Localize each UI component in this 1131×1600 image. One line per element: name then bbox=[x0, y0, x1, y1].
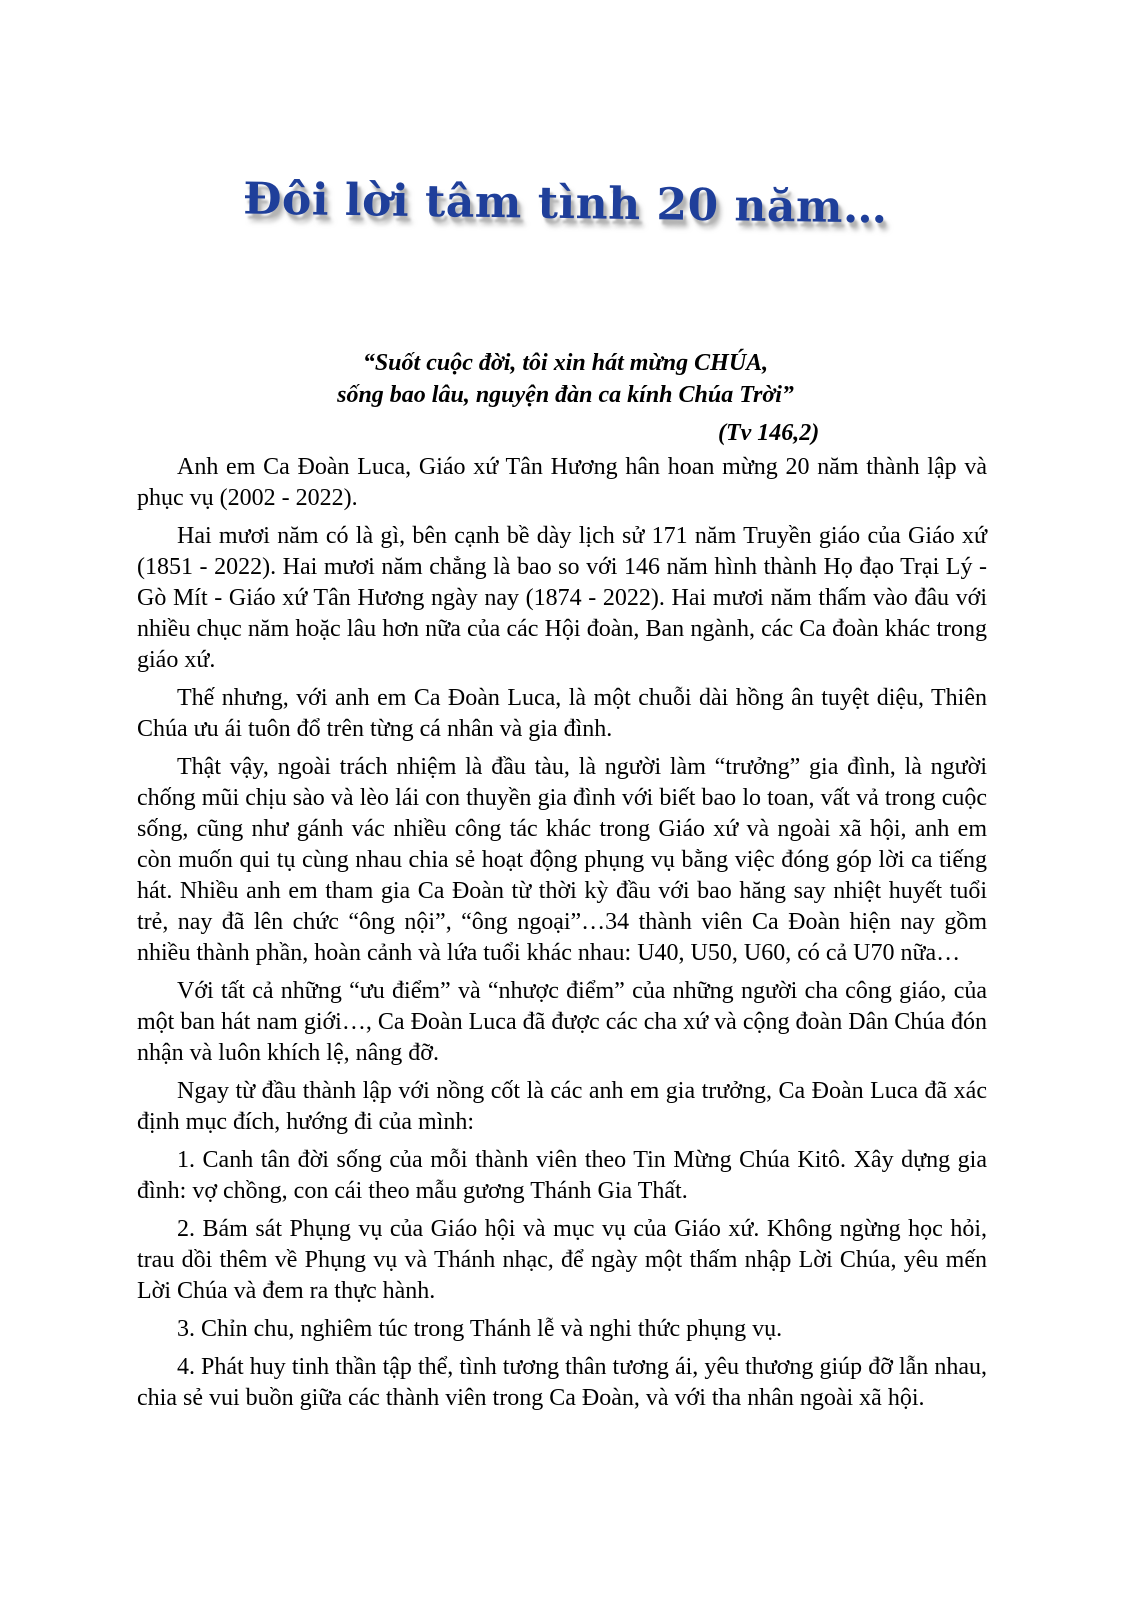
title-container bbox=[0, 173, 1131, 234]
list-item: 2. Bám sát Phụng vụ của Giáo hội và mục vụ của Giáo xứ. Không ngừng học hỏi, trau dồi thêm về Phụng vụ và Thánh nhạc, để ngày một thấm nhập Lời Chúa, yêu mến Lời Chúa và đem ra thực hành. bbox=[137, 1216, 987, 1304]
paragraph: Anh em Ca Đoàn Luca, Giáo xứ Tân Hương hân hoan mừng 20 năm thành lập và phục vụ (2002 - 2022). bbox=[137, 454, 987, 511]
epigraph-reference: (Tv 146,2) bbox=[718, 420, 820, 446]
body-text bbox=[137, 452, 987, 1421]
page-title: Đôi lời tâm tình 20 năm… bbox=[242, 173, 889, 234]
list-item: 4. Phát huy tinh thần tập thể, tình tương thân tương ái, yêu thương giúp đỡ lẫn nhau, chia sẻ vui buồn giữa các thành viên trong Ca Đoàn, và với tha nhân ngoài xã hội. bbox=[137, 1354, 987, 1411]
epigraph-line: sống bao lâu, nguyện đàn ca kính Chúa Trời” bbox=[337, 382, 794, 408]
paragraph: Hai mươi năm có là gì, bên cạnh bề dày lịch sử 171 năm Truyền giáo của Giáo xứ (1851 - 2022). Hai mươi năm chẳng là bao so với 146 năm hình thành Họ đạo Trại Lý - Gò Mít - Giáo xứ Tân Hương ngày nay (1874 - 2022). Hai mươi năm thấm vào đâu với nhiều chục năm hoặc lâu hơn nữa của các Hội đoàn, Ban ngành, các Ca đoàn khác trong giáo xứ. bbox=[137, 523, 987, 673]
epigraph-line: “Suốt cuộc đời, tôi xin hát mừng CHÚA, bbox=[362, 350, 769, 376]
paragraph: Thế nhưng, với anh em Ca Đoàn Luca, là một chuỗi dài hồng ân tuyệt diệu, Thiên Chúa ưu ái tuôn đổ trên từng cá nhân và gia đình. bbox=[137, 685, 987, 742]
epigraph bbox=[0, 347, 1131, 411]
paragraph: Thật vậy, ngoài trách nhiệm là đầu tàu, là người làm “trưởng” gia đình, là người chống mũi chịu sào và lèo lái con thuyền gia đình với biết bao lo toan, vất vả trong cuộc sống, cũng như gánh vác nhiều công tác khác trong Giáo xứ và ngoài xã hội, anh em còn muốn qui tụ cùng nhau chia sẻ hoạt động phụng vụ bằng việc đóng góp lời ca tiếng hát. Nhiều anh em tham gia Ca Đoàn từ thời kỳ đầu với bao hăng say nhiệt huyết tuổi trẻ, nay đã lên chức “ông nội”, “ông ngoại”…34 thành viên Ca Đoàn hiện nay gồm nhiều thành phần, hoàn cảnh và lứa tuổi khác nhau: U40, U50, U60, có cả U70 nữa… bbox=[137, 754, 987, 966]
list-item: 1. Canh tân đời sống của mỗi thành viên theo Tin Mừng Chúa Kitô. Xây dựng gia đình: vợ chồng, con cái theo mẫu gương Thánh Gia Thất. bbox=[137, 1147, 987, 1204]
paragraph: Với tất cả những “ưu điểm” và “nhược điểm” của những người cha công giáo, của một ban hát nam giới…, Ca Đoàn Luca đã được các cha xứ và cộng đoàn Dân Chúa đón nhận và luôn khích lệ, nâng đỡ. bbox=[137, 978, 987, 1066]
paragraph: Ngay từ đầu thành lập với nồng cốt là các anh em gia trưởng, Ca Đoàn Luca đã xác định mục đích, hướng đi của mình: bbox=[137, 1078, 987, 1135]
list-item: 3. Chỉn chu, nghiêm túc trong Thánh lễ và nghi thức phụng vụ. bbox=[177, 1316, 783, 1342]
